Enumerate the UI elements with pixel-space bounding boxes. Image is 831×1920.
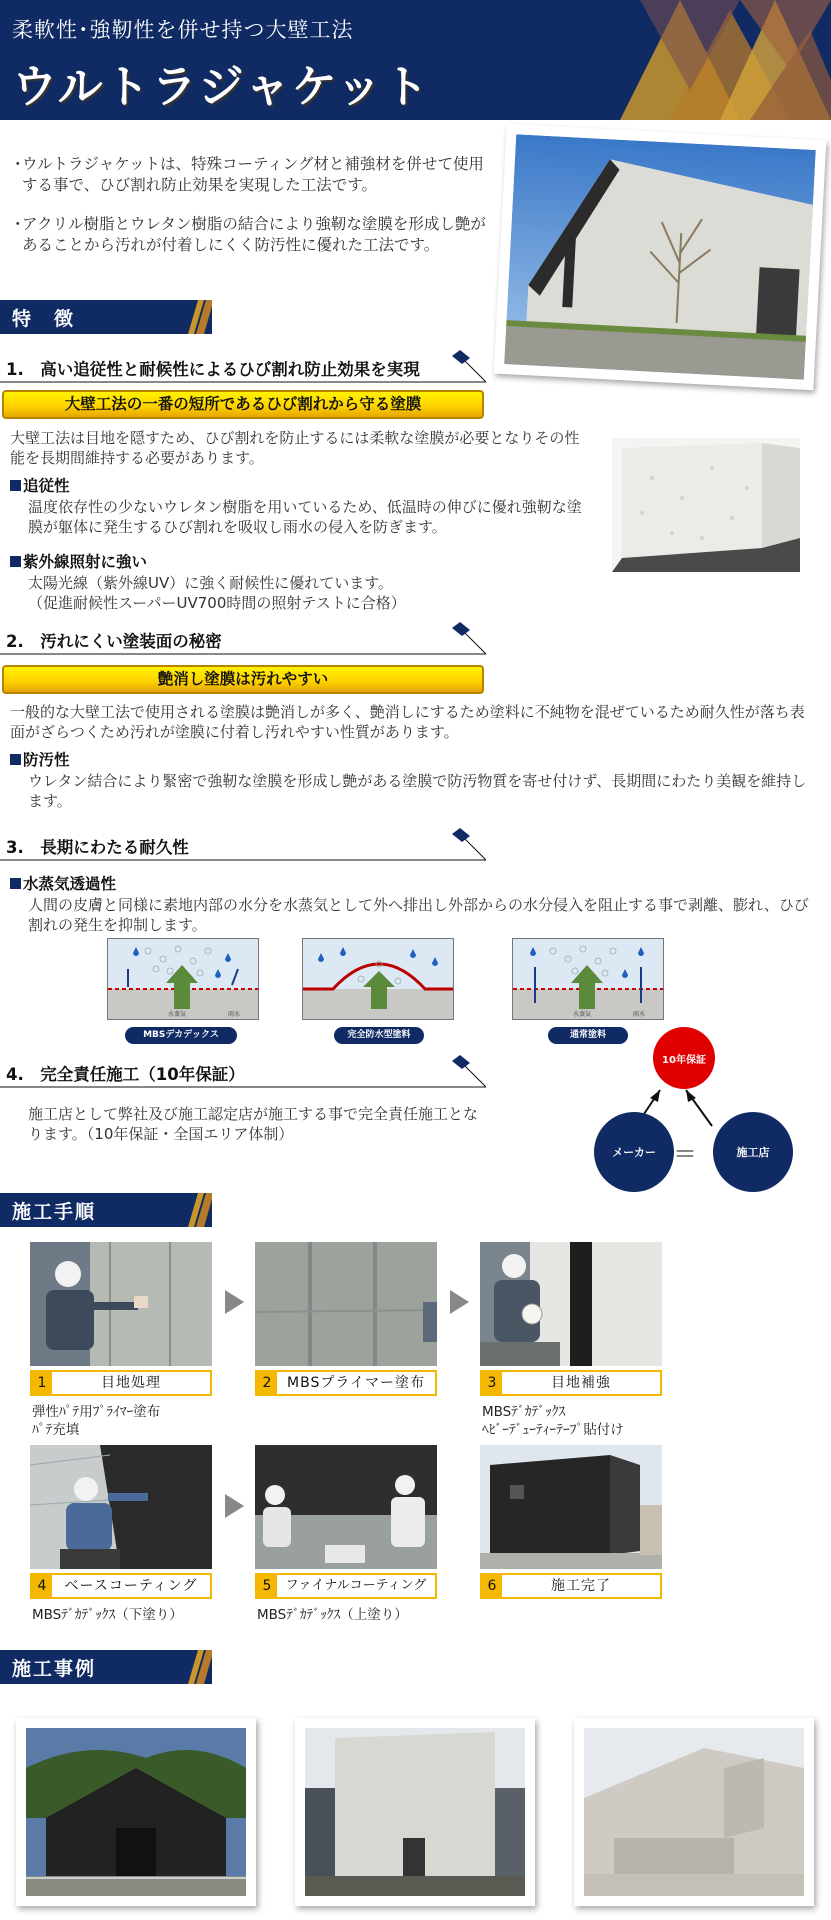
example-photo-1 xyxy=(16,1718,256,1906)
step-3-note-2: ﾍﾋﾞｰﾃﾞｭｰﾃｨｰﾃｰﾌﾟ貼付け xyxy=(482,1422,624,1438)
contractor-circle: 施工店 xyxy=(713,1112,793,1192)
feature-1-heading xyxy=(0,350,486,384)
feature-2-title: 2. 汚れにくい塗装面の秘密 xyxy=(6,632,222,651)
step-2-number: 2 xyxy=(257,1372,277,1394)
step-2-label xyxy=(255,1370,437,1396)
step-1-name: 目地処理 xyxy=(101,1375,161,1391)
section-title-procedure: 施工手順 xyxy=(12,1201,97,1223)
intro-paragraph-1 xyxy=(10,154,490,196)
vapor-diagram-normal xyxy=(513,939,664,1020)
feature-2-heading xyxy=(0,622,486,656)
diagram-label-normal: 通常塗料 xyxy=(548,1027,628,1044)
house-image xyxy=(504,134,816,379)
hero-banner xyxy=(0,0,831,120)
step-2-name: MBSプライマー塗布 xyxy=(287,1375,425,1391)
bullet-mark: ・ xyxy=(10,155,26,173)
step-6-number: 6 xyxy=(482,1575,502,1597)
feature-2-intro: 一般的な大壁工法で使用される塗膜は艶消しが多く、艶消しにするため塗料に不純物を混ぜているため耐久性が落ち表面がざらつくため汚れが塗膜に付着し汚れやすい性質があります。 xyxy=(10,703,805,741)
feature-4-body: 施工店として弊社及び施工認定店が施工する事で完全責任施工となります。（10年保証・全国エリア体制） xyxy=(28,1105,479,1143)
step-4-label xyxy=(30,1573,212,1599)
intro-paragraph-2 xyxy=(10,214,490,256)
step-5-note: MBSﾃﾞｶﾃﾞｯｸｽ（上塗り） xyxy=(257,1607,408,1623)
gold-stripe-icon xyxy=(186,1193,212,1227)
subheading-vapor xyxy=(10,872,116,894)
section-title-examples: 施工事例 xyxy=(12,1658,97,1680)
step-4-image xyxy=(30,1445,212,1569)
feature-2-band: 艶消し塗膜は汚れやすい xyxy=(2,665,484,694)
example-image-3 xyxy=(584,1728,804,1896)
feature-3-heading xyxy=(0,828,486,862)
hero-title: ウルトラジャケット xyxy=(12,60,431,113)
vapor-diagram-mbs xyxy=(108,939,259,1020)
step-6-photo xyxy=(480,1445,662,1569)
step-6-image xyxy=(480,1445,662,1569)
step-2-image xyxy=(255,1242,437,1366)
step-4-number: 4 xyxy=(32,1575,52,1597)
step-3-name: 目地補強 xyxy=(551,1375,611,1391)
diagram-waterproof xyxy=(302,938,454,1020)
example-photo-2 xyxy=(295,1718,535,1906)
step-5-name: ファイナルコーティング xyxy=(285,1578,427,1593)
subheading-uv xyxy=(10,550,147,572)
step-2-photo xyxy=(255,1242,437,1366)
vapor-note: 水蒸気 xyxy=(573,1011,592,1018)
step-5-image xyxy=(255,1445,437,1569)
equals-sign: ＝ xyxy=(673,1140,697,1168)
feature-1-title: 1. 高い追従性と耐候性によるひび割れ防止効果を実現 xyxy=(6,360,420,379)
feature-3-title: 3. 長期にわたる耐久性 xyxy=(6,838,189,857)
vapor-diagram-waterproof xyxy=(303,939,454,1020)
diagram-normal xyxy=(512,938,664,1020)
gold-stripe-icon xyxy=(186,1650,212,1684)
diagram-label-mbs: MBSデカデックス xyxy=(125,1027,237,1044)
feature-4-title: 4. 完全責任施工（10年保証） xyxy=(6,1065,245,1084)
step-1-image xyxy=(30,1242,212,1366)
example-image-1 xyxy=(26,1728,246,1896)
step-3-photo xyxy=(480,1242,662,1366)
step-5-photo xyxy=(255,1445,437,1569)
warranty-circle: 10年保証 xyxy=(653,1027,715,1089)
diagram-mbs xyxy=(107,938,259,1020)
wall-texture-image xyxy=(612,438,800,572)
uv-body: 太陽光線（紫外線UV）に強く耐候性に優れています。 xyxy=(28,574,394,592)
subheading-uv-text: 紫外線照射に強い xyxy=(23,553,148,571)
subheading-antifouling-text: 防汚性 xyxy=(23,751,70,769)
antifouling-body: ウレタン結合により緊密で強靭な塗膜を形成し艶がある塗膜で防汚物質を寄せ付けず、長期間にわたり美観を維持します。 xyxy=(28,772,807,810)
rain-note: 雨水 xyxy=(633,1011,646,1018)
step-3-label xyxy=(480,1370,662,1396)
house-photo xyxy=(494,124,827,390)
gold-stripe-icon xyxy=(186,300,212,334)
step-1-note-2: ﾊﾟﾃ充填 xyxy=(32,1422,80,1438)
vapor-note: 水蒸気 xyxy=(168,1011,187,1018)
step-3-note-1: MBSﾃﾞｶﾃﾞｯｸｽ xyxy=(482,1404,566,1420)
feature-1-band: 大壁工法の一番の短所であるひび割れから守る塗膜 xyxy=(2,390,484,419)
feature-4-heading xyxy=(0,1055,486,1089)
subheading-tracking-text: 追従性 xyxy=(23,477,70,495)
wall-texture-photo xyxy=(612,438,800,572)
section-bar-procedure xyxy=(0,1193,212,1227)
step-arrow-icon xyxy=(225,1290,244,1314)
hero-subtitle: 柔軟性･強靭性を併せ持つ大壁工法 xyxy=(12,18,354,42)
section-bar-features xyxy=(0,300,212,334)
step-4-photo xyxy=(30,1445,212,1569)
tracking-body: 温度依存性の少ないウレタン樹脂を用いているため、低温時の伸びに優れ強靭な塗膜が躯体に発生するひび割れを吸収し雨水の侵入を防ぎます。 xyxy=(28,498,582,536)
step-5-label xyxy=(255,1573,437,1599)
step-arrow-icon xyxy=(225,1494,244,1518)
step-1-note-1: 弾性ﾊﾟﾃ用ﾌﾟﾗｲﾏｰ塗布 xyxy=(32,1404,161,1420)
vapor-body: 人間の皮膚と同様に素地内部の水分を水蒸気として外へ排出し外部からの水分侵入を阻止する事で剥離、膨れ、ひび割れの発生を抑制します。 xyxy=(28,896,809,934)
step-1-number: 1 xyxy=(32,1372,52,1394)
subheading-tracking xyxy=(10,474,70,496)
bullet-mark: ・ xyxy=(10,215,26,233)
feature-1-intro: 大壁工法は目地を隠すため、ひび割れを防止するには柔軟な塗膜が必要となりその性能を長期間維持する必要があります。 xyxy=(10,429,580,467)
triangle-pattern-decoration xyxy=(610,0,831,120)
step-1-label xyxy=(30,1370,212,1396)
intro-text-1: ウルトラジャケットは、特殊コーティング材と補強材を併せて使用する事で、ひび割れ防止効果を実現した工法です。 xyxy=(22,155,484,194)
step-5-number: 5 xyxy=(257,1575,277,1597)
step-6-label xyxy=(480,1573,662,1599)
step-4-name: ベースコーティング xyxy=(64,1578,198,1594)
section-title-features: 特 徴 xyxy=(12,308,76,330)
example-image-2 xyxy=(305,1728,525,1896)
step-3-number: 3 xyxy=(482,1372,502,1394)
diagram-label-waterproof: 完全防水型塗料 xyxy=(334,1027,424,1044)
maker-circle: メーカー xyxy=(594,1112,674,1192)
section-bar-examples xyxy=(0,1650,212,1684)
step-1-photo xyxy=(30,1242,212,1366)
intro-text-2: アクリル樹脂とウレタン樹脂の結合により強靭な塗膜を形成し艶があることから汚れが付着しにくく防汚性に優れた工法です。 xyxy=(22,215,486,254)
rain-note: 雨水 xyxy=(228,1011,241,1018)
subheading-vapor-text: 水蒸気透過性 xyxy=(23,875,117,893)
subheading-antifouling xyxy=(10,748,70,770)
uv-note: （促進耐候性スーパーUV700時間の照射テストに合格） xyxy=(28,594,406,612)
step-4-note: MBSﾃﾞｶﾃﾞｯｸｽ（下塗り） xyxy=(32,1607,183,1623)
step-arrow-icon xyxy=(450,1290,469,1314)
step-3-image xyxy=(480,1242,662,1366)
step-6-name: 施工完了 xyxy=(551,1578,611,1594)
example-photo-3 xyxy=(574,1718,814,1906)
